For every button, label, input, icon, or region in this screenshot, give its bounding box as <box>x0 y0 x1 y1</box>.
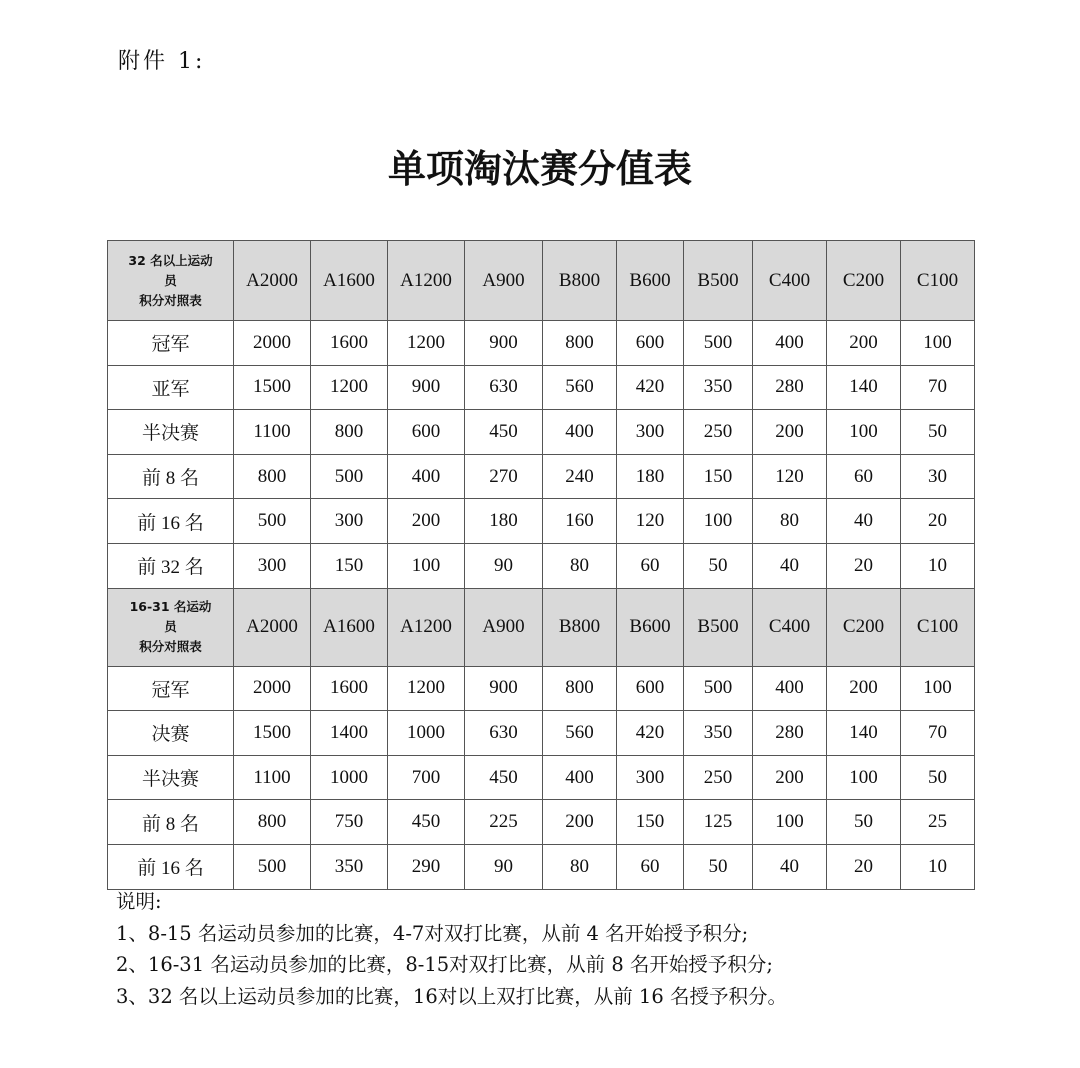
table-row <box>108 755 975 800</box>
page-title: 单项淘汰赛分值表 <box>387 146 692 191</box>
value-cell: 70 <box>901 711 975 756</box>
value-cell: 100 <box>684 499 753 544</box>
value-cell: 90 <box>465 543 543 588</box>
value-cell: 400 <box>543 410 617 455</box>
value-cell: 200 <box>827 321 901 366</box>
table-row <box>108 454 975 499</box>
value-cell: 90 <box>465 844 543 889</box>
header-label-line: 积分对照表 <box>139 292 202 308</box>
rank-cell: 冠军 <box>108 321 234 366</box>
level-header-cell: B800 <box>543 588 617 666</box>
value-cell: 630 <box>465 365 543 410</box>
rank-cell: 决赛 <box>108 711 234 756</box>
level-header-cell: A1600 <box>311 588 388 666</box>
level-header-cell: A2000 <box>234 241 311 321</box>
value-cell: 100 <box>901 321 975 366</box>
table-row <box>108 844 975 889</box>
level-header-cell: A1200 <box>388 241 465 321</box>
value-cell: 10 <box>901 543 975 588</box>
value-cell: 300 <box>617 410 684 455</box>
value-cell: 900 <box>465 666 543 711</box>
value-cell: 350 <box>311 844 388 889</box>
value-cell: 60 <box>617 543 684 588</box>
level-header-cell: B800 <box>543 241 617 321</box>
value-cell: 700 <box>388 755 465 800</box>
level-header-cell: C400 <box>753 241 827 321</box>
value-cell: 80 <box>753 499 827 544</box>
note-item-3: 3、32 名以上运动员参加的比赛，16对以上双打比赛，从前 16 名授予积分。 <box>116 984 787 1008</box>
value-cell: 750 <box>311 800 388 845</box>
header-label-line: 员 <box>164 272 177 288</box>
value-cell: 1000 <box>388 711 465 756</box>
value-cell: 80 <box>543 844 617 889</box>
value-cell: 50 <box>827 800 901 845</box>
value-cell: 1500 <box>234 365 311 410</box>
table-row <box>108 410 975 455</box>
table-row <box>108 711 975 756</box>
level-header-cell: A900 <box>465 588 543 666</box>
value-cell: 40 <box>753 844 827 889</box>
value-cell: 350 <box>684 365 753 410</box>
value-cell: 20 <box>827 844 901 889</box>
value-cell: 1200 <box>388 666 465 711</box>
value-cell: 280 <box>753 711 827 756</box>
value-cell: 400 <box>543 755 617 800</box>
level-header-cell: C200 <box>827 241 901 321</box>
value-cell: 100 <box>901 666 975 711</box>
value-cell: 80 <box>543 543 617 588</box>
value-cell: 200 <box>753 410 827 455</box>
table-row <box>108 800 975 845</box>
value-cell: 2000 <box>234 666 311 711</box>
value-cell: 350 <box>684 711 753 756</box>
rank-cell: 半决赛 <box>108 755 234 800</box>
level-header-cell: C200 <box>827 588 901 666</box>
value-cell: 1200 <box>311 365 388 410</box>
value-cell: 180 <box>465 499 543 544</box>
value-cell: 450 <box>465 755 543 800</box>
value-cell: 600 <box>617 321 684 366</box>
rank-cell: 前 8 名 <box>108 454 234 499</box>
value-cell: 200 <box>753 755 827 800</box>
value-cell: 140 <box>827 711 901 756</box>
table-row <box>108 321 975 366</box>
value-cell: 40 <box>827 499 901 544</box>
value-cell: 150 <box>311 543 388 588</box>
value-cell: 400 <box>753 666 827 711</box>
value-cell: 140 <box>827 365 901 410</box>
rank-cell: 前 16 名 <box>108 844 234 889</box>
value-cell: 20 <box>901 499 975 544</box>
level-header-cell: C400 <box>753 588 827 666</box>
value-cell: 500 <box>234 499 311 544</box>
value-cell: 420 <box>617 711 684 756</box>
value-cell: 200 <box>543 800 617 845</box>
value-cell: 1500 <box>234 711 311 756</box>
level-header-cell: A900 <box>465 241 543 321</box>
notes-heading: 说明: <box>116 890 162 913</box>
value-cell: 1100 <box>234 410 311 455</box>
value-cell: 450 <box>388 800 465 845</box>
header-row <box>108 241 975 321</box>
level-header-cell: A2000 <box>234 588 311 666</box>
value-cell: 20 <box>827 543 901 588</box>
value-cell: 1600 <box>311 666 388 711</box>
value-cell: 400 <box>388 454 465 499</box>
value-cell: 200 <box>388 499 465 544</box>
value-cell: 10 <box>901 844 975 889</box>
value-cell: 600 <box>617 666 684 711</box>
value-cell: 500 <box>234 844 311 889</box>
value-cell: 240 <box>543 454 617 499</box>
value-cell: 1600 <box>311 321 388 366</box>
rank-cell: 前 16 名 <box>108 499 234 544</box>
level-header-cell: B500 <box>684 588 753 666</box>
value-cell: 60 <box>617 844 684 889</box>
value-cell: 250 <box>684 755 753 800</box>
value-cell: 1200 <box>388 321 465 366</box>
value-cell: 25 <box>901 800 975 845</box>
value-cell: 800 <box>234 454 311 499</box>
value-cell: 100 <box>827 410 901 455</box>
header-label-line: 员 <box>164 619 177 635</box>
rank-cell: 亚军 <box>108 365 234 410</box>
value-cell: 300 <box>311 499 388 544</box>
table-row <box>108 499 975 544</box>
value-cell: 270 <box>465 454 543 499</box>
value-cell: 225 <box>465 800 543 845</box>
value-cell: 150 <box>684 454 753 499</box>
header-label-cell <box>108 241 234 321</box>
note-item-1: 1、8-15 名运动员参加的比赛，4-7对双打比赛，从前 4 名开始授予积分; <box>116 921 749 945</box>
value-cell: 900 <box>465 321 543 366</box>
rank-cell: 前 8 名 <box>108 800 234 845</box>
value-cell: 30 <box>901 454 975 499</box>
value-cell: 40 <box>753 543 827 588</box>
header-label-line: 积分对照表 <box>139 639 202 655</box>
value-cell: 180 <box>617 454 684 499</box>
value-cell: 70 <box>901 365 975 410</box>
level-header-cell: C100 <box>901 588 975 666</box>
value-cell: 800 <box>543 321 617 366</box>
value-cell: 125 <box>684 800 753 845</box>
value-cell: 560 <box>543 365 617 410</box>
header-label-line: 32 名以上运动 <box>128 252 213 268</box>
value-cell: 800 <box>543 666 617 711</box>
level-header-cell: A1200 <box>388 588 465 666</box>
level-header-cell: B500 <box>684 241 753 321</box>
note-item-2: 2、16-31 名运动员参加的比赛，8-15对双打比赛，从前 8 名开始授予积分; <box>116 953 774 976</box>
level-header-cell: A1600 <box>311 241 388 321</box>
value-cell: 50 <box>901 410 975 455</box>
value-cell: 50 <box>684 844 753 889</box>
value-cell: 200 <box>827 666 901 711</box>
points-table-body <box>108 241 975 890</box>
table-row <box>108 365 975 410</box>
header-row <box>108 588 975 666</box>
rank-cell: 半决赛 <box>108 410 234 455</box>
header-label-cell <box>108 588 234 666</box>
value-cell: 500 <box>684 666 753 711</box>
notes <box>116 886 787 1012</box>
value-cell: 50 <box>684 543 753 588</box>
value-cell: 160 <box>543 499 617 544</box>
value-cell: 420 <box>617 365 684 410</box>
header-label-line: 16-31 名运动 <box>129 599 212 615</box>
value-cell: 120 <box>617 499 684 544</box>
value-cell: 280 <box>753 365 827 410</box>
value-cell: 100 <box>388 543 465 588</box>
value-cell: 1000 <box>311 755 388 800</box>
value-cell: 450 <box>465 410 543 455</box>
points-table <box>107 240 975 890</box>
rank-cell: 前 32 名 <box>108 543 234 588</box>
value-cell: 60 <box>827 454 901 499</box>
value-cell: 150 <box>617 800 684 845</box>
value-cell: 800 <box>311 410 388 455</box>
level-header-cell: B600 <box>617 241 684 321</box>
value-cell: 1100 <box>234 755 311 800</box>
value-cell: 400 <box>753 321 827 366</box>
value-cell: 500 <box>311 454 388 499</box>
value-cell: 250 <box>684 410 753 455</box>
value-cell: 630 <box>465 711 543 756</box>
value-cell: 50 <box>901 755 975 800</box>
value-cell: 2000 <box>234 321 311 366</box>
value-cell: 300 <box>234 543 311 588</box>
value-cell: 300 <box>617 755 684 800</box>
attachment-label: 附件 1: <box>118 49 206 74</box>
value-cell: 900 <box>388 365 465 410</box>
value-cell: 560 <box>543 711 617 756</box>
level-header-cell: C100 <box>901 241 975 321</box>
rank-cell: 冠军 <box>108 666 234 711</box>
value-cell: 290 <box>388 844 465 889</box>
value-cell: 500 <box>684 321 753 366</box>
value-cell: 1400 <box>311 711 388 756</box>
table-row <box>108 543 975 588</box>
value-cell: 120 <box>753 454 827 499</box>
value-cell: 800 <box>234 800 311 845</box>
value-cell: 100 <box>827 755 901 800</box>
value-cell: 100 <box>753 800 827 845</box>
table-row <box>108 666 975 711</box>
value-cell: 600 <box>388 410 465 455</box>
level-header-cell: B600 <box>617 588 684 666</box>
